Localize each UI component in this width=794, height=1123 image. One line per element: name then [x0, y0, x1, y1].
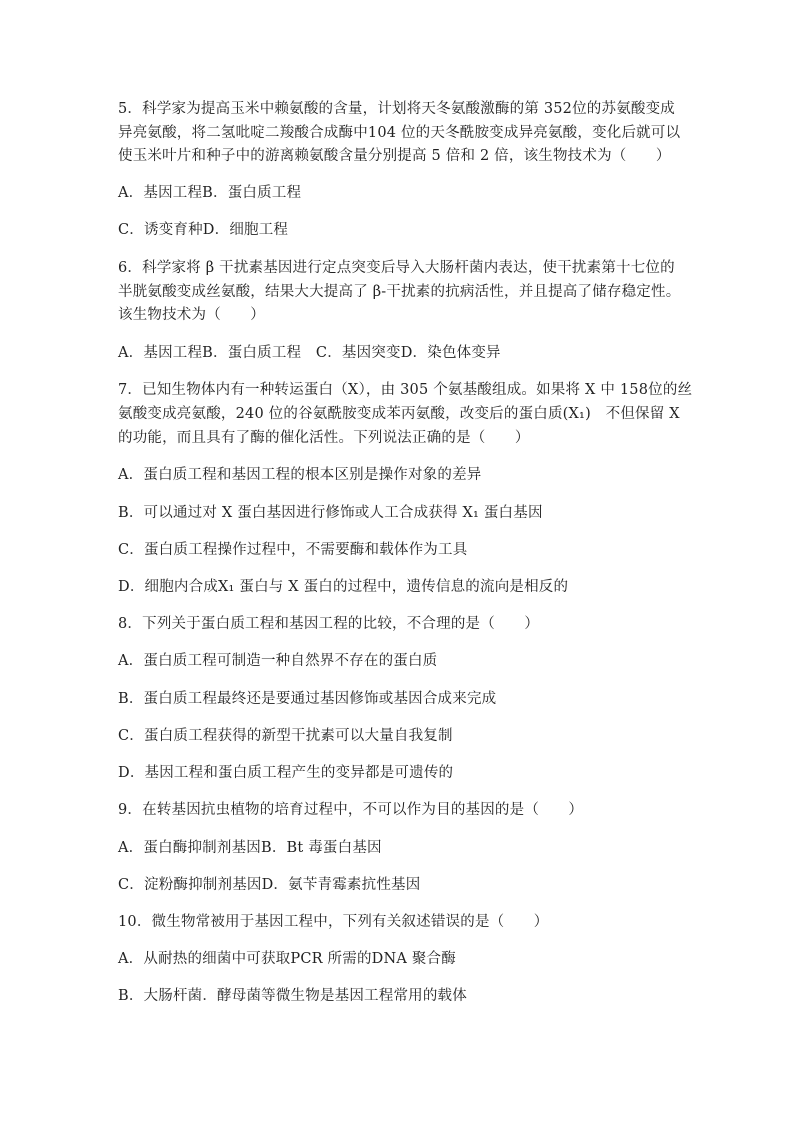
q10-option-b: B．大肠杆菌．酵母菌等微生物是基因工程常用的载体: [118, 988, 467, 1004]
q8-option-c: C．蛋白质工程获得的新型干扰素可以大量自我复制: [118, 728, 453, 744]
q7-option-b: B．可以通过对 X 蛋白基因进行修饰或人工合成获得 X₁ 蛋白基因: [118, 505, 543, 521]
q5-stem-line-2: 异亮氨酸，将二氢吡啶二羧酸合成酶中104 位的天冬酰胺变成异亮氨酸，变化后就可以: [118, 125, 681, 141]
q8-stem: 8．下列关于蛋白质工程和基因工程的比较，不合理的是（ ）: [118, 616, 540, 632]
q8-option-d: D．基因工程和蛋白质工程产生的变异都是可遗传的: [118, 765, 454, 781]
q5-stem-line-3: 使玉米叶片和种子中的游离赖氨酸含量分别提高 5 倍和 2 倍，该生物技术为（ ）: [118, 148, 671, 164]
q7-option-c: C．蛋白质工程操作过程中，不需要酶和载体作为工具: [118, 542, 468, 558]
q5-stem-line-1: 5．科学家为提高玉米中赖氨酸的含量，计划将天冬氨酸激酶的第 352位的苏氨酸变成: [118, 101, 676, 117]
q9-option-cd: C．淀粉酶抑制剂基因D．氨苄青霉素抗性基因: [118, 877, 421, 893]
q6-options: A．基因工程B．蛋白质工程 C．基因突变D．染色体变异: [118, 345, 501, 361]
q8-option-b: B．蛋白质工程最终还是要通过基因修饰或基因合成来完成: [118, 691, 497, 707]
q7-stem-line-3: 的功能，而且具有了酶的催化活性。下列说法正确的是（ ）: [118, 430, 530, 446]
q5-option-ab: A．基因工程B．蛋白质工程: [118, 185, 302, 201]
q7-stem-line-1: 7．已知生物体内有一种转运蛋白（X），由 305 个氨基酸组成。如果将 X 中 158位的丝: [118, 382, 693, 398]
q6-stem-line-2: 半胱氨酸变成丝氨酸，结果大大提高了 β-干扰素的抗病活性，并且提高了储存稳定性。: [118, 284, 681, 300]
q7-option-d: D．细胞内合成X₁ 蛋白与 X 蛋白的过程中，遗传信息的流向是相反的: [118, 579, 569, 595]
q6-stem-line-3: 该生物技术为（ ）: [118, 307, 265, 323]
q10-option-a: A．从耐热的细菌中可获取PCR 所需的DNA 聚合酶: [118, 951, 456, 967]
q5-option-cd: C．诱变育种D．细胞工程: [118, 222, 289, 238]
q7-stem-line-2: 氨酸变成亮氨酸，240 位的谷氨酰胺变成苯丙氨酸，改变后的蛋白质(X₁) 不但保留 X: [118, 406, 680, 422]
q9-stem: 9．在转基因抗虫植物的培育过程中，不可以作为目的基因的是（ ）: [118, 802, 584, 818]
q7-option-a: A．蛋白质工程和基因工程的根本区别是操作对象的差异: [118, 467, 482, 483]
q6-stem-line-1: 6．科学家将 β 干扰素基因进行定点突变后导入大肠杆菌内表达，使干扰素第十七位的: [118, 260, 675, 276]
q8-option-a: A．蛋白质工程可制造一种自然界不存在的蛋白质: [118, 653, 438, 669]
q10-stem: 10．微生物常被用于基因工程中，下列有关叙述错误的是（ ）: [118, 914, 549, 930]
q9-option-ab: A．蛋白酶抑制剂基因B．Bt 毒蛋白基因: [118, 840, 382, 856]
